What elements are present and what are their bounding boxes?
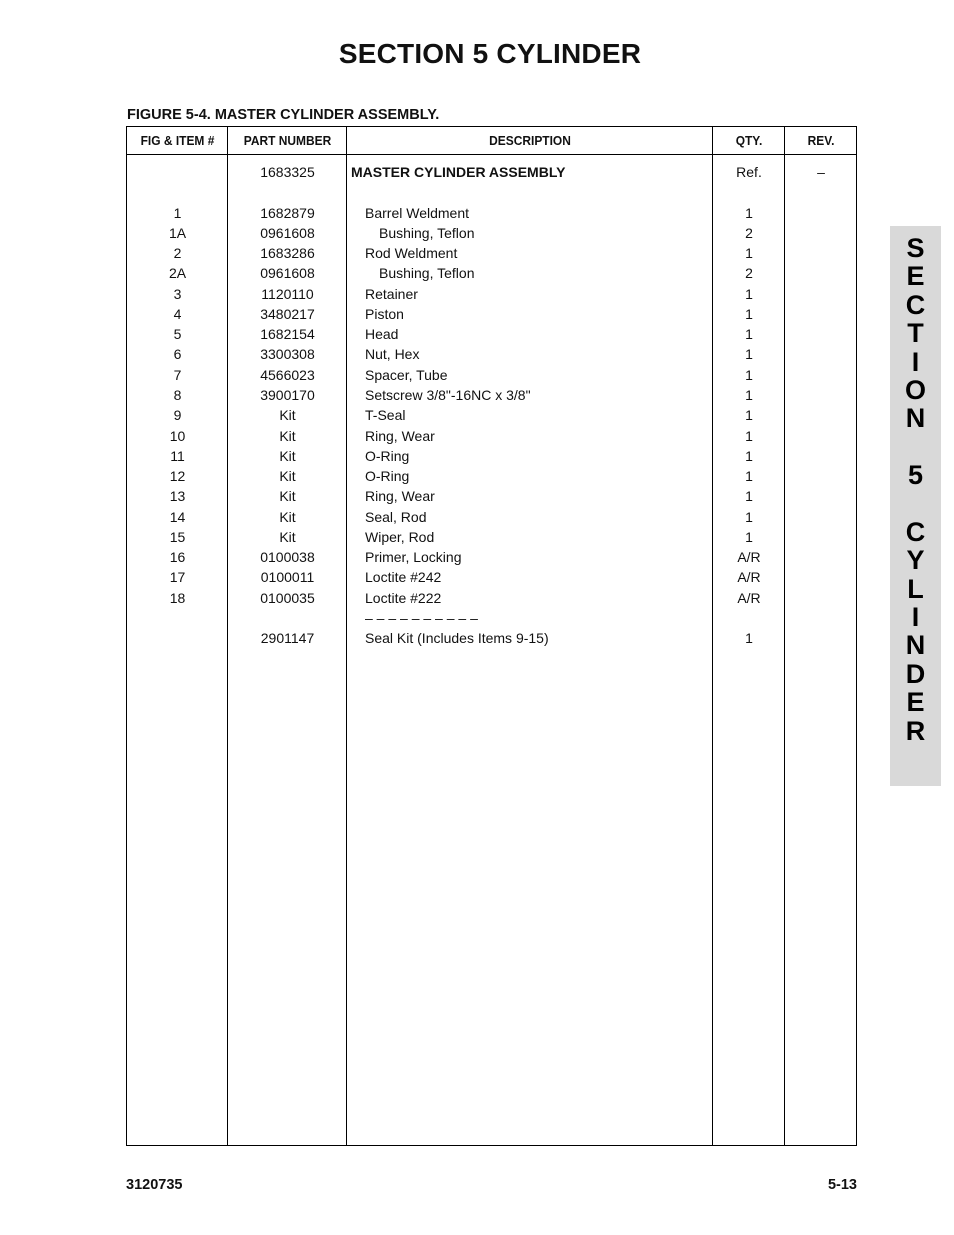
table-row [127, 203, 856, 223]
row-part-number: 0961608 [260, 265, 315, 282]
row-description: Retainer [365, 285, 418, 302]
row-qty: 1 [745, 508, 753, 525]
row-description: Wiper, Rod [365, 528, 435, 545]
table-row [127, 547, 856, 567]
table-row [127, 243, 856, 263]
side-tab-letter: I [911, 346, 920, 377]
row-description: O-Ring [365, 447, 410, 464]
row-description: Bushing, Teflon [379, 265, 475, 282]
row-item-number: 10 [169, 427, 186, 444]
side-tab-letter: Y [906, 545, 925, 576]
row-qty: 1 [745, 346, 753, 363]
row-item-number: 9 [173, 407, 182, 424]
table-row [127, 608, 856, 628]
row-qty: 2 [745, 224, 753, 241]
row-part-number: Kit [279, 427, 296, 444]
row-item-number: 17 [169, 569, 186, 586]
row-qty: A/R [737, 549, 761, 566]
header-fig-item: FIG & ITEM # [140, 133, 215, 148]
row-description: Piston [365, 305, 404, 322]
row-part-number: Kit [279, 508, 296, 525]
row-part-number: 0100038 [260, 549, 315, 566]
row-description: Ring, Wear [365, 427, 435, 444]
row-qty: 1 [745, 407, 753, 424]
table-row [127, 628, 856, 648]
row-qty: 1 [745, 285, 753, 302]
table-row [127, 304, 856, 324]
row-qty: 1 [745, 528, 753, 545]
row-part-number: 1683325 [260, 164, 315, 180]
row-qty: A/R [737, 589, 761, 606]
table-row [127, 527, 856, 547]
row-description: – – – – – – – – – – [365, 609, 478, 626]
header-description: DESCRIPTION [489, 133, 571, 148]
row-description: Head [365, 326, 399, 343]
row-description: Loctite #242 [365, 569, 442, 586]
side-tab-letters [890, 234, 941, 745]
table-row [127, 385, 856, 405]
row-description: Barrel Weldment [365, 204, 470, 221]
row-item-number: 13 [169, 488, 186, 505]
document-number: 3120735 [126, 1177, 183, 1193]
side-tab-letter: C [905, 289, 926, 320]
row-item-number: 12 [169, 468, 186, 485]
table-row [127, 426, 856, 446]
row-part-number: 3300308 [260, 346, 315, 363]
row-qty: 1 [745, 204, 753, 221]
row-description: MASTER CYLINDER ASSEMBLY [351, 164, 566, 180]
row-item-number: 11 [170, 447, 185, 464]
row-description: Primer, Locking [365, 549, 462, 566]
row-part-number: 1682879 [260, 204, 315, 221]
row-part-number: Kit [279, 407, 296, 424]
row-qty: 2 [745, 265, 753, 282]
row-qty: 1 [745, 245, 753, 262]
side-tab-letter: D [905, 658, 926, 689]
row-item-number: 5 [173, 326, 182, 343]
row-item-number: 1 [173, 204, 182, 221]
side-tab-letter: S [906, 233, 925, 263]
row-item-number: 16 [169, 549, 186, 566]
table-row [127, 466, 856, 486]
table-row [127, 344, 856, 364]
row-description: Spacer, Tube [365, 366, 448, 383]
row-description: Seal, Rod [365, 508, 427, 525]
row-part-number: 0100011 [260, 569, 315, 586]
parts-table [126, 126, 857, 1146]
row-rev: – [817, 164, 825, 180]
row-qty: 1 [745, 468, 753, 485]
row-part-number: 3900170 [260, 386, 315, 403]
row-qty: 1 [745, 305, 753, 322]
row-qty: A/R [737, 569, 761, 586]
table-row [127, 162, 856, 182]
row-item-number: 1A [168, 224, 187, 241]
side-tab-letter: O [904, 374, 926, 405]
table-row [127, 365, 856, 385]
row-part-number: Kit [279, 447, 296, 464]
row-qty: 1 [745, 427, 753, 444]
header-rev: REV. [807, 133, 835, 148]
side-tab-letter: E [906, 687, 925, 718]
page-title: SECTION 5 CYLINDER [338, 38, 642, 69]
table-row [127, 263, 856, 283]
row-description: Ring, Wear [365, 488, 435, 505]
row-description: T-Seal [365, 407, 406, 424]
row-item-number: 3 [173, 285, 182, 302]
table-row [127, 567, 856, 587]
table-row [127, 324, 856, 344]
side-tab-letter: L [907, 573, 924, 604]
side-tab-letter: N [905, 630, 926, 661]
row-item-number: 4 [173, 305, 182, 322]
header-part-number: PART NUMBER [243, 133, 332, 148]
side-tab-letter: R [905, 715, 926, 746]
row-qty: 1 [745, 386, 753, 403]
row-description: Rod Weldment [365, 245, 458, 262]
row-part-number: 1682154 [260, 326, 315, 343]
figure-caption: FIGURE 5-4. MASTER CYLINDER ASSEMBLY. [127, 107, 440, 123]
section-side-tab [890, 226, 941, 786]
row-item-number: 18 [169, 589, 186, 606]
row-part-number: Kit [279, 468, 296, 485]
row-part-number: 1683286 [260, 245, 315, 262]
row-part-number: Kit [279, 528, 296, 545]
row-part-number: 1120110 [261, 285, 314, 302]
row-part-number: 3480217 [260, 305, 315, 322]
header-qty: QTY. [735, 133, 763, 148]
row-qty: 1 [745, 630, 753, 647]
row-description: Seal Kit (Includes Items 9-15) [365, 630, 549, 647]
row-item-number: 2A [168, 265, 187, 282]
row-description: Bushing, Teflon [379, 224, 475, 241]
row-description: Loctite #222 [365, 589, 442, 606]
row-qty: 1 [745, 366, 753, 383]
row-item-number: 2 [173, 245, 182, 262]
side-tab-letter: C [905, 516, 926, 547]
side-tab-letter: 5 [907, 460, 924, 491]
table-row [127, 405, 856, 425]
row-item-number: 14 [169, 508, 186, 525]
row-part-number: Kit [279, 488, 296, 505]
row-qty: 1 [745, 488, 753, 505]
side-tab-letter: I [911, 602, 920, 633]
row-item-number: 6 [173, 346, 182, 363]
table-row [127, 588, 856, 608]
row-item-number: 8 [173, 386, 182, 403]
side-tab-letter: N [905, 403, 926, 434]
row-part-number: 0961608 [260, 224, 315, 241]
table-row [127, 446, 856, 466]
row-item-number: 15 [169, 528, 186, 545]
row-item-number: 7 [173, 366, 182, 383]
row-qty: 1 [745, 326, 753, 343]
page-number: 5-13 [827, 1177, 857, 1193]
table-row [127, 284, 856, 304]
table-header [127, 127, 856, 155]
row-qty: Ref. [736, 164, 762, 180]
row-description: Nut, Hex [365, 346, 420, 363]
side-tab-letter: E [906, 261, 925, 292]
table-row [127, 223, 856, 243]
row-part-number: 4566023 [260, 366, 315, 383]
row-part-number: 2901147 [260, 630, 315, 647]
table-row [127, 486, 856, 506]
row-description: Setscrew 3/8"-16NC x 3/8" [365, 386, 531, 403]
side-tab-letter: T [907, 318, 924, 349]
row-description: O-Ring [365, 468, 410, 485]
row-qty: 1 [745, 447, 753, 464]
table-row [127, 507, 856, 527]
row-part-number: 0100035 [260, 589, 315, 606]
